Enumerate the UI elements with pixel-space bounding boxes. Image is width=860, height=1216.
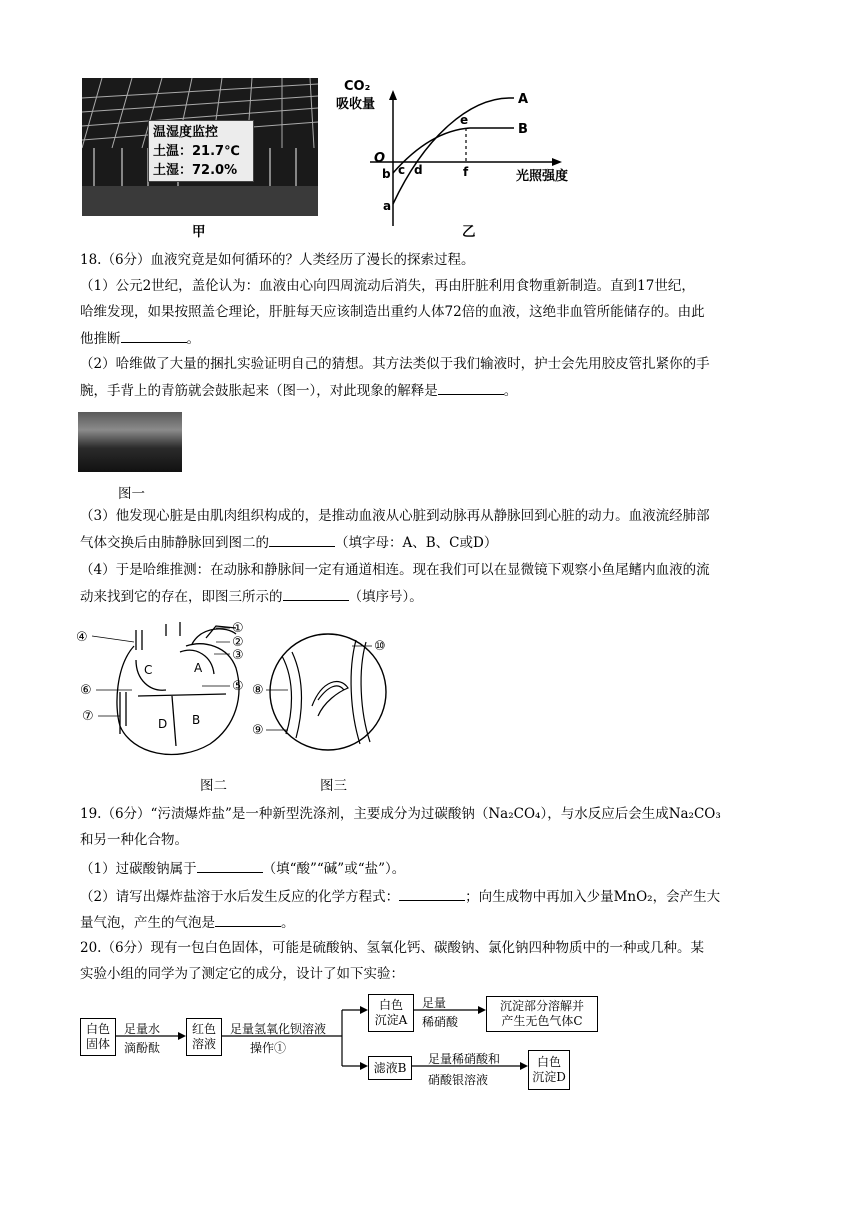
flow-label-barium-hydroxide: 足量氢氧化钡溶液 操作① [230,1022,327,1055]
q18-answer-blank-1[interactable] [121,328,187,343]
curve-b [393,128,514,173]
label-f: f [463,165,469,179]
soil-humidity: 土湿：72.0% [153,163,238,178]
curve-a [393,98,514,204]
heart-label-2: ② [232,635,244,650]
chamber-c: C [144,663,153,677]
q18-p4-line1: （4）于是哈维推测：在动脉和静脉间一定有通道相连。现在我们可以在显微镜下观察小鱼尾鳍内血液的流 [80,562,710,578]
q18-p3-line2: 气体交换后由肺静脉回到图二的 （填字母：A、B、C或D） [80,532,780,553]
q19-answer-blank-2[interactable] [399,886,465,901]
heart-diagram [76,616,276,766]
co2-light-graph [330,76,590,236]
y-axis-arrow [389,90,397,100]
heart-label-6: ⑥ [80,683,92,698]
q18-answer-blank-3[interactable] [269,532,335,547]
vessel-label-8: ⑧ [252,683,264,698]
flow-box-filtrate-b: 滤液B [368,1056,412,1080]
heart-label-3: ③ [232,648,244,663]
q20-line2: 实验小组的同学为了测定它的成分，设计了如下实验： [80,966,404,982]
caption-jia: 甲 [192,224,206,240]
flow-box-gas-c: 沉淀部分溶解并 产生无色气体C [486,996,598,1032]
label-origin: O [374,151,386,166]
flow-box-precipitate-a: 白色 沉淀A [368,994,414,1032]
q18-p1-line2: 哈维发现，如果按照盖仑理论，肝脏每天应该制造出重约人体72倍的血液，这绝非血管所能储存的。由此 [80,304,705,320]
caption-yi: 乙 [462,224,476,240]
fig2-caption: 图二 [200,778,227,794]
y-label-absorption: 吸收量 [336,97,376,112]
flow-box-white-solid: 白色 固体 [80,1018,116,1056]
flow-label-silver-nitrate: 足量稀硝酸和 硝酸银溶液 [428,1052,501,1087]
label-e: e [460,113,469,127]
q19-p2-line1: （2）请写出爆炸盐溶于水后发生反应的化学方程式： ；向生成物中再加入少量MnO₂，会产生大 [80,886,780,907]
hand-photo [78,412,182,472]
q19-line2: 和另一种化合物。 [80,832,188,848]
q20-line1: 20.（6分）现有一包白色固体，可能是硫酸钠、氢氧化钙、碳酸钠、氯化钠四种物质中的一种或几种。某 [80,940,705,956]
chamber-a: A [194,661,203,675]
q19-p2-line2: 量气泡，产生的气泡是 。 [80,912,780,933]
chamber-d: D [158,717,168,731]
soil-temperature: 土温：21.7℃ [153,144,240,159]
q18-p3-line1: （3）他发现心脏是由肌肉组织构成的，是推动血液从心脏到动脉再从静脉回到心脏的动力。血液流经肺部 [80,508,710,524]
flow-box-precipitate-d: 白色 沉淀D [528,1050,570,1090]
chamber-b: B [192,713,201,727]
q19-line1: 19.（6分）“污渍爆炸盐”是一种新型洗涤剂，主要成分为过碳酸钠（Na₂CO₄），与水反应后会生成Na₂CO₃ [80,806,721,822]
label-d: d [414,163,423,177]
vessel-label-9: ⑨ [252,723,264,738]
q18-heading: 18.（6分）血液究竟是如何循环的？人类经历了漫长的探索过程。 [80,252,475,268]
heart-label-4: ④ [76,630,88,645]
q18-p4-line2: 动来找到它的存在，即图三所示的 （填序号）。 [80,586,780,607]
vessel-label-10: ⑩ [374,639,386,654]
q18-p1-line1: （1）公元2世纪，盖伦认为：血液由心向四周流动后消失，再由肝脏利用食物重新制造。直到17世纪， [80,278,695,294]
label-b: b [382,167,391,181]
flow-label-nitric-acid: 足量 稀硝酸 [422,996,459,1029]
monitor-title: 温湿度监控 [153,125,219,140]
q19-answer-blank-3[interactable] [215,912,281,927]
fig1-caption: 图一 [118,486,145,502]
q18-p2-line1: （2）哈维做了大量的捆扎实验证明自己的猜想。其方法类似于我们输液时，护士会先用胶皮管扎紧你的手 [80,356,710,372]
fig3-caption: 图三 [320,778,347,794]
y-label-co2: CO₂ [344,79,371,94]
x-axis-arrow [552,158,562,166]
heart-label-7: ⑦ [82,709,94,724]
monitor-panel [148,120,254,182]
vessel-diagram [252,626,402,756]
q19-answer-blank-1[interactable] [197,858,263,873]
label-curve-a: A [518,92,529,107]
q18-answer-blank-2[interactable] [438,380,504,395]
label-curve-b: B [518,122,528,137]
q18-p1-text: 他推断 [80,331,121,347]
q19-p1: （1）过碳酸钠属于 （填“酸”“碱”或“盐”）。 [80,858,780,879]
q18-p1-line3: 他推断 。 [80,328,780,349]
q18-answer-blank-4[interactable] [283,586,349,601]
flow-box-red-solution: 红色 溶液 [186,1018,222,1056]
label-c: c [398,163,406,177]
heart-label-5: ⑤ [232,679,244,694]
greenhouse-photo [82,78,318,216]
label-a: a [383,199,392,213]
x-label: 光照强度 [516,169,569,184]
flow-label-water-phenolphthalein: 足量水 滴酚酞 [124,1022,161,1055]
q18-p2-line2: 腕，手背上的青筋就会鼓胀起来（图一），对此现象的解释是 。 [80,380,780,401]
heart-label-1: ① [232,621,244,636]
